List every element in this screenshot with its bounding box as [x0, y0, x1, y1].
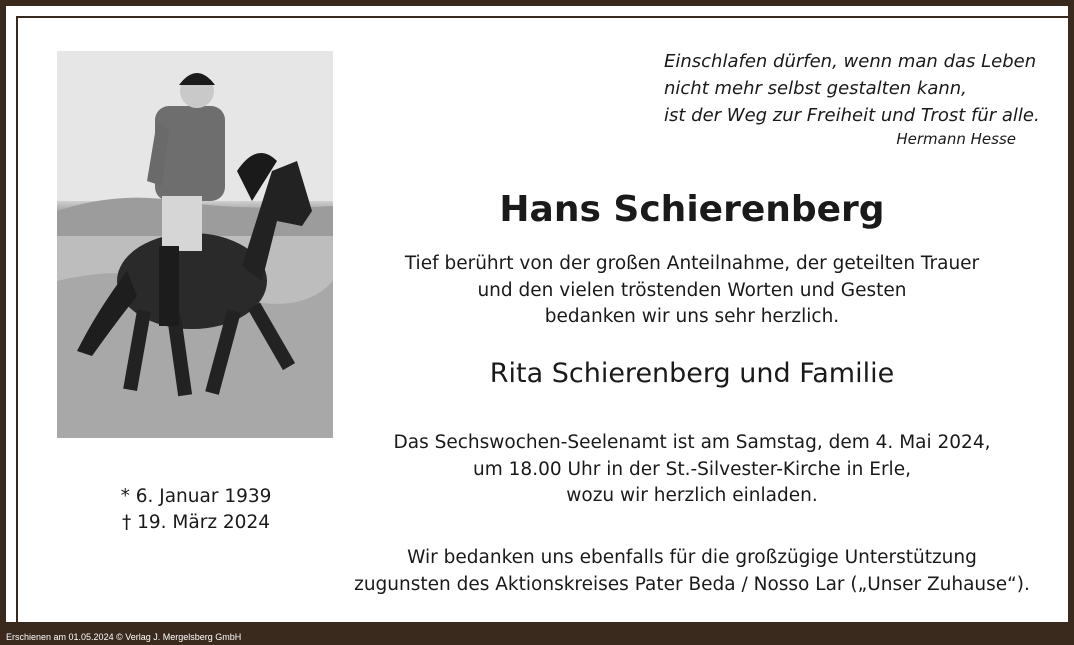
birth-date: * 6. Januar 1939: [120, 486, 272, 507]
donation-text: [342, 545, 1042, 598]
deceased-name: Hans Schierenberg: [499, 189, 885, 230]
service-line: Das Sechswochen-Seelenamt ist am Samstag, dem 4. Mai 2024,: [393, 432, 991, 453]
quote-line: Einschlafen dürfen, wenn man das Leben: [664, 51, 1037, 72]
quote-line: ist der Weg zur Freiheit und Trost für alle.: [664, 105, 1040, 126]
service-text: [342, 430, 1042, 510]
death-date: † 19. März 2024: [121, 512, 270, 533]
service-line: um 18.00 Uhr in der St.-Silvester-Kirche in Erle,: [473, 458, 911, 480]
donation-line: zugunsten des Aktionskreises Pater Beda / Nosso Lar („Unser Zuhause“).: [354, 573, 1030, 595]
quote-author: Hermann Hesse: [896, 130, 1016, 148]
family-signature: Rita Schierenberg und Familie: [489, 358, 895, 389]
portrait-photo-horse-rider: [57, 51, 333, 438]
publication-footer: Erschienen am 01.05.2024 © Verlag J. Mergelsberg GmbH: [6, 632, 242, 642]
rider-illustration: [57, 51, 333, 438]
quote-line: nicht mehr selbst gestalten kann,: [664, 78, 967, 99]
life-dates: [96, 484, 296, 536]
service-line: wozu wir herzlich einladen.: [566, 485, 818, 506]
thanks-line: Tief berührt von der großen Anteilnahme, der geteilten Trauer: [404, 253, 980, 274]
donation-line: Wir bedanken uns ebenfalls für die großzügige Unterstützung: [407, 547, 977, 568]
thanks-line: und den vielen tröstenden Worten und Gesten: [477, 279, 907, 301]
thanks-text: [342, 251, 1042, 331]
quote: [664, 48, 1044, 129]
thanks-line: bedanken wir uns sehr herzlich.: [544, 306, 840, 327]
